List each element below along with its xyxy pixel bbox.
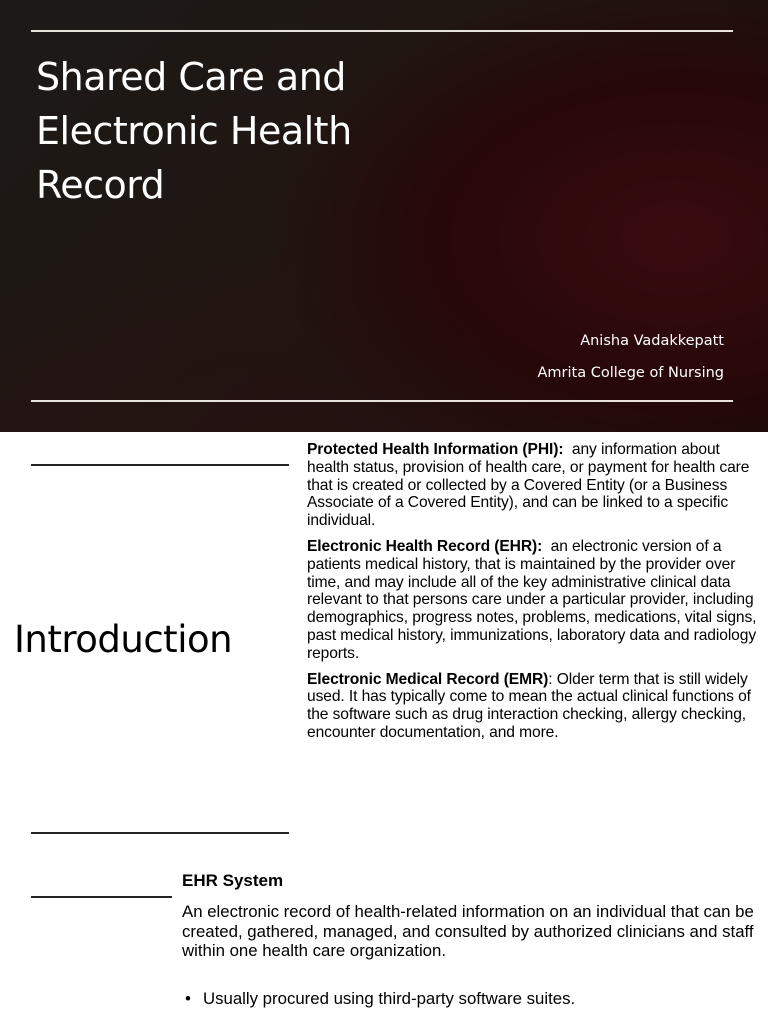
bullet-marker: • — [185, 989, 191, 1008]
title-slide — [0, 0, 768, 432]
definition-text: an electronic version of a patients medical history, that is maintained by the provider over time, and may include all of the key administrative clinical data relevant to that persons care under a particular provider, including demographics, progress notes, problems, medications, vital signs, past medical history, immunizations, laboratory data and radiology reports. — [307, 537, 757, 662]
definition-phi — [307, 441, 762, 530]
slide-heading: EHR System — [182, 871, 284, 890]
bullet-item — [185, 989, 575, 1009]
author-name: Anisha Vadakkepatt — [580, 333, 724, 349]
introduction-slide — [0, 432, 768, 864]
slide-heading: Introduction — [14, 618, 233, 661]
slide-body: An electronic record of health-related information on an individual that can be created, gathered, managed, and consulted by authorized clinicians and staff within one health care organization. — [182, 902, 754, 961]
definition-term: Electronic Medical Record (EMR) — [307, 670, 549, 688]
title-line: Electronic Health — [36, 109, 352, 153]
definition-text: any information about health status, provision of health care, or payment for health care that is created or collected by a Covered Entity (or a Business Associate of a Covered Entity), and can be linked to a specific individual. — [307, 441, 750, 530]
bottom-divider — [31, 832, 289, 834]
slide-title — [36, 50, 556, 212]
definition-term: Protected Health Information (PHI): — [307, 441, 564, 458]
title-line: Record — [36, 163, 165, 207]
institution-name: Amrita College of Nursing — [537, 365, 724, 381]
definition-emr — [307, 671, 762, 742]
title-line: Shared Care and — [36, 55, 346, 99]
heading-divider — [31, 896, 172, 898]
definitions-list — [307, 441, 762, 750]
bottom-divider — [31, 400, 733, 402]
definition-text: : Older term that is still widely used. It has typically come to mean the actual clinical functions of the software such as drug interaction checking, allergy checking, encounter documentation, and more. — [307, 670, 751, 741]
top-divider — [31, 464, 289, 466]
ehr-system-slide — [0, 864, 768, 1024]
definition-term: Electronic Health Record (EHR): — [307, 537, 543, 555]
definition-ehr — [307, 538, 762, 663]
top-divider — [31, 30, 733, 32]
bullet-text: Usually procured using third-party software suites. — [203, 989, 576, 1008]
